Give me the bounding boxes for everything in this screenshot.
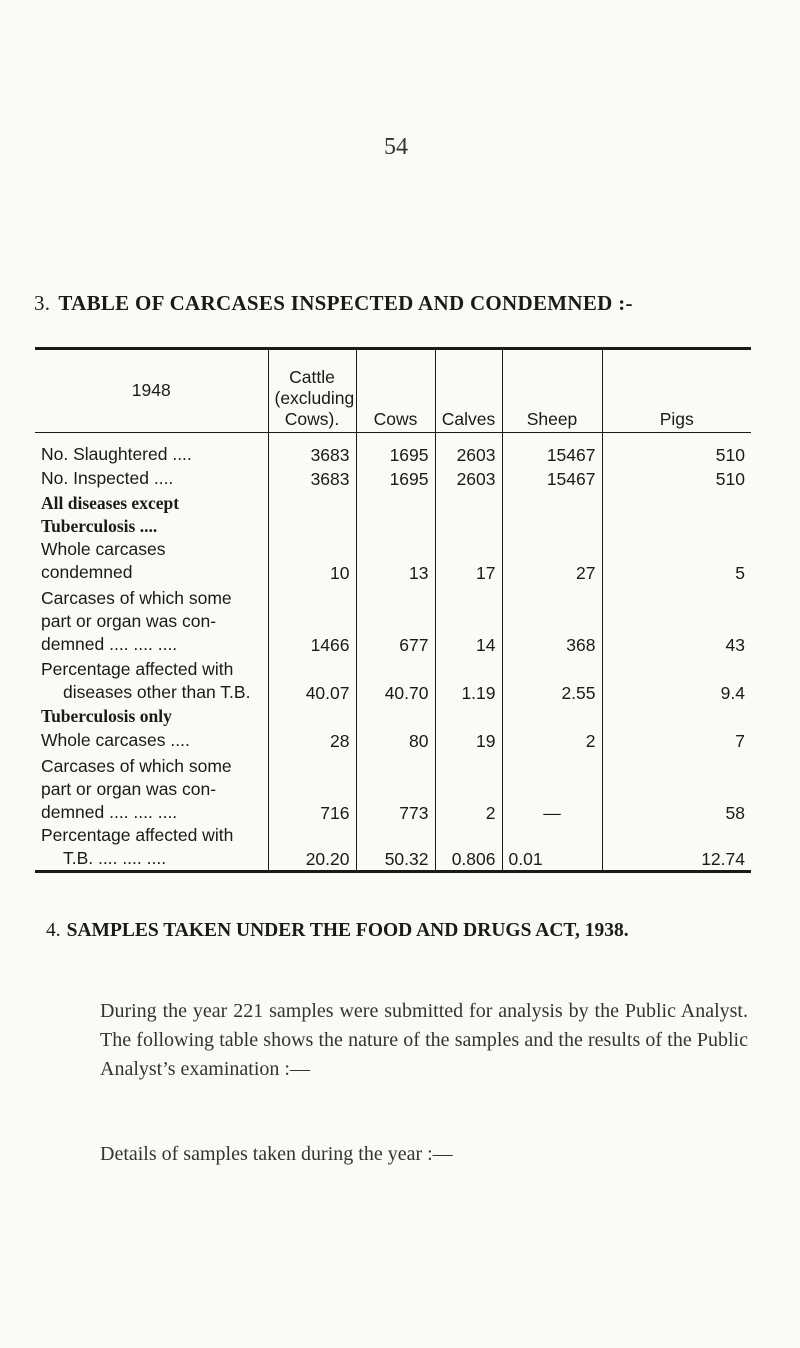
- cell: [602, 490, 751, 538]
- cell: 1.19: [435, 656, 502, 704]
- page-number: 54: [384, 134, 408, 160]
- cell: 10: [268, 538, 356, 584]
- cell: 20.20: [268, 824, 356, 872]
- table-header-row: [35, 349, 751, 433]
- cell: 3683: [268, 433, 356, 466]
- table-row: [35, 728, 751, 752]
- cell: —: [502, 752, 602, 824]
- section-3-title: TABLE OF CARCASES INSPECTED AND CONDEMNED :-: [58, 291, 633, 315]
- section-4-heading: [46, 920, 629, 942]
- row-label: [35, 490, 268, 538]
- cell: 773: [356, 752, 435, 824]
- cell: 12.74: [602, 824, 751, 872]
- row-label-line: Percentage affected with: [41, 825, 234, 845]
- row-label-line: diseases other than T.B.: [63, 681, 251, 702]
- header-cows: Cows: [356, 349, 435, 433]
- row-label: No. Slaughtered ....: [41, 443, 192, 464]
- cell: 28: [268, 728, 356, 752]
- cell: 5: [602, 538, 751, 584]
- row-label: [35, 656, 268, 704]
- header-cattle-line1: Cattle: [289, 367, 335, 387]
- row-label-line: Carcases of which some: [41, 755, 232, 776]
- cell: 43: [602, 584, 751, 656]
- cell: [356, 704, 435, 728]
- row-label: [35, 752, 268, 824]
- cell: 50.32: [356, 824, 435, 872]
- header-sheep: Sheep: [502, 349, 602, 433]
- cell: [356, 490, 435, 538]
- cell: 510: [602, 466, 751, 490]
- section-4-details: Details of samples taken during the year :—: [100, 1143, 453, 1165]
- cell: 40.07: [268, 656, 356, 704]
- section-4-title: SAMPLES TAKEN UNDER THE FOOD AND DRUGS ACT, 1938.: [66, 920, 629, 941]
- header-pigs: Pigs: [602, 349, 751, 433]
- cell: 2603: [435, 433, 502, 466]
- table-row: [35, 490, 751, 538]
- cell: [502, 490, 602, 538]
- cell: 7: [602, 728, 751, 752]
- row-label: Whole carcases ....: [41, 729, 190, 750]
- table-row: [35, 584, 751, 656]
- cell: 2.55: [502, 656, 602, 704]
- cell: [502, 704, 602, 728]
- table-row: [35, 704, 751, 728]
- row-label-line: Percentage affected with: [41, 658, 234, 679]
- section-3-number: 3.: [34, 291, 51, 315]
- cell: 13: [356, 538, 435, 584]
- cell: 58: [602, 752, 751, 824]
- table-row: [35, 656, 751, 704]
- cell: 14: [435, 584, 502, 656]
- cell: 2: [435, 752, 502, 824]
- row-label: No. Inspected ....: [41, 467, 174, 488]
- cell: 716: [268, 752, 356, 824]
- header-cattle: [268, 349, 356, 433]
- header-calves: Calves: [435, 349, 502, 433]
- cell: 17: [435, 538, 502, 584]
- table-row: [35, 466, 751, 490]
- header-cattle-line3: Cows).: [284, 409, 340, 429]
- row-label-line: Tuberculosis ....: [41, 515, 158, 536]
- table-row: [35, 433, 751, 466]
- cell: 80: [356, 728, 435, 752]
- row-label: Whole carcases condemned: [41, 538, 166, 582]
- carcases-table-wrapper: [35, 347, 751, 873]
- section-4-paragraph: During the year 221 samples were submitted for analysis by the Public Analyst. The following table shows the nature of the samples and the results of the Public Analyst’s examination :—: [100, 1000, 748, 1080]
- cell: 510: [602, 433, 751, 466]
- cell: 0.806: [435, 824, 502, 872]
- row-label: Tuberculosis only: [41, 705, 172, 726]
- cell: 1695: [356, 433, 435, 466]
- cell: 677: [356, 584, 435, 656]
- carcases-table: [35, 347, 751, 873]
- row-label-line: T.B. .... .... ....: [63, 848, 167, 868]
- row-label-line: part or organ was con-: [41, 778, 217, 799]
- cell: 27: [502, 538, 602, 584]
- table-row: [35, 538, 751, 584]
- row-label-line: Carcases of which some: [41, 587, 232, 608]
- cell: 3683: [268, 466, 356, 490]
- cell: 1695: [356, 466, 435, 490]
- cell: 2: [502, 728, 602, 752]
- row-label-line: part or organ was con-: [41, 610, 217, 631]
- table-row: [35, 824, 751, 872]
- cell: [268, 704, 356, 728]
- cell: 15467: [502, 433, 602, 466]
- cell: 0.01: [502, 824, 602, 872]
- cell: 19: [435, 728, 502, 752]
- cell: 9.4: [602, 656, 751, 704]
- cell: [602, 704, 751, 728]
- cell: [435, 490, 502, 538]
- cell: [268, 490, 356, 538]
- table-row: [35, 752, 751, 824]
- row-label-line: All diseases except: [41, 492, 180, 513]
- row-label: [35, 584, 268, 656]
- row-label: [35, 824, 268, 872]
- header-cattle-line2: (excluding: [274, 388, 355, 408]
- cell: 368: [502, 584, 602, 656]
- cell: 15467: [502, 466, 602, 490]
- cell: 2603: [435, 466, 502, 490]
- section-4-number: 4.: [46, 920, 61, 941]
- cell: 1466: [268, 584, 356, 656]
- cell: 40.70: [356, 656, 435, 704]
- header-year: 1948: [35, 349, 268, 433]
- row-label-line: demned .... .... ....: [41, 633, 178, 654]
- section-3-heading: [34, 291, 633, 316]
- cell: [435, 704, 502, 728]
- row-label-line: demned .... .... ....: [41, 801, 178, 822]
